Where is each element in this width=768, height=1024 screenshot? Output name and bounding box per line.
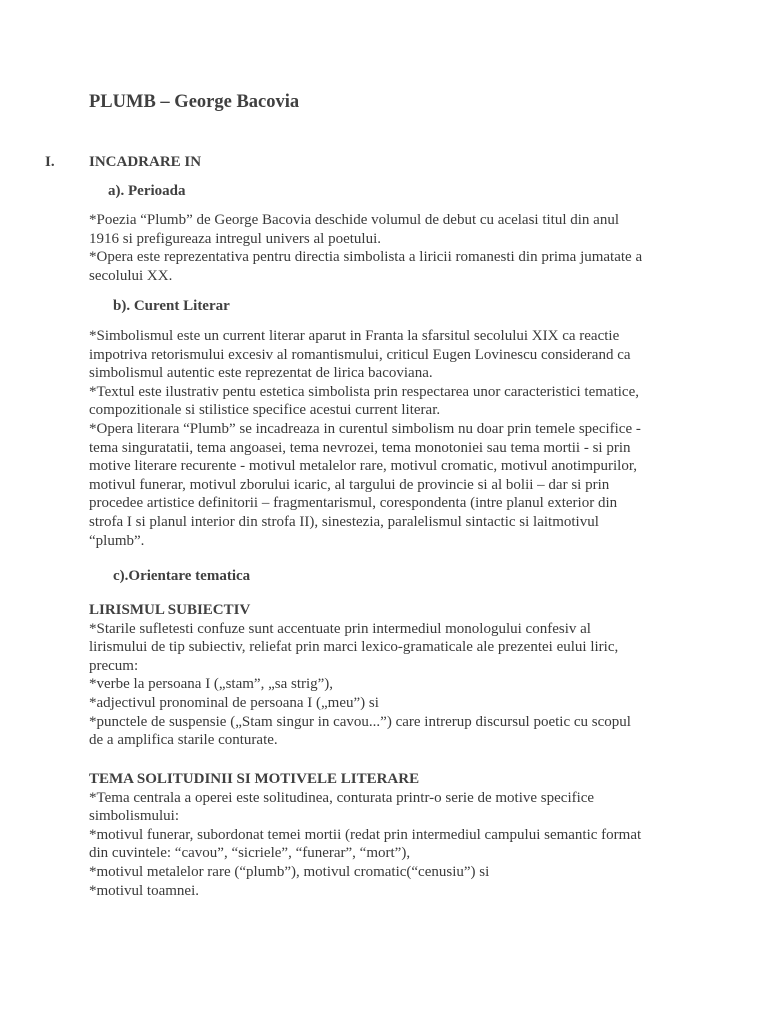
text-line: tema singuratatii, tema angoasei, tema nevrozei, tema monotoniei sau tema mortii - si prin — [89, 439, 631, 456]
text-line: simbolismului: — [89, 808, 180, 825]
text-line: compozitionale si stilistice specifice acestui current literar. — [89, 402, 441, 419]
text-line: din cuvintele: “cavou”, “sicriele”, “funerar”, “mort”), — [89, 845, 411, 862]
paragraph-heading-lirism: LIRISMUL SUBIECTIV — [89, 602, 251, 618]
text-line: 1916 si prefigureaza intregul univers al poetului. — [89, 230, 381, 247]
text-line: procedee artistice definitorii – fragmentarismul, corespondenta (intre planul exterior din — [89, 495, 618, 512]
text-line: *punctele de suspensie („Stam singur in cavou...”) care intrerup discursul poetic cu scopul — [89, 713, 631, 730]
text-line: *Textul este ilustrativ pentu estetica simbolista prin respectarea unor caracteristici tematice, — [89, 383, 639, 400]
text-line: *Poezia “Plumb” de George Bacovia deschide volumul de debut cu acelasi titul din anul — [89, 212, 619, 228]
text-line: motive literare recurente - motivul metalelor rare, motivul cromatic, motivul anotimpurilor, — [89, 458, 637, 475]
text-line: “plumb”. — [89, 532, 145, 549]
text-line: motivul funerar, motivul zborului icaric, al targului de provincie si al bolii – dar si prin — [89, 476, 610, 493]
text-line: precum: — [89, 657, 139, 674]
text-line: *Opera este reprezentativa pentru directia simbolista a liricii romanesti din prima jumatate a — [89, 249, 643, 266]
text-line: strofa I si planul interior din strofa II), sinestezia, paralelismul sintactic si laitmotivul — [89, 513, 599, 530]
text-line: de a amplifica starile conturate. — [89, 732, 278, 749]
text-line: *motivul metalelor rare (“plumb”), motivul cromatic(“cenusiu”) si — [89, 863, 490, 880]
text-line: *Starile sufletesti confuze sunt accentuate prin intermediul monologului confesiv al — [89, 620, 591, 637]
section-title: INCADRARE IN — [89, 154, 202, 170]
section-number: I. — [45, 154, 55, 170]
text-line: *Tema centrala a operei este solitudinea, conturata printr-o serie de motive specifice — [89, 789, 595, 806]
text-line: *motivul toamnei. — [89, 882, 199, 899]
text-line: *motivul funerar, subordonat temei mortii (redat prin intermediul campului semantic format — [89, 826, 642, 843]
text-line: *Opera literara “Plumb” se incadreaza in curentul simbolism nu doar prin temele specifice - — [89, 420, 641, 437]
paragraph-perioada — [89, 211, 689, 285]
subsection-title-perioada: a). Perioada — [108, 183, 186, 199]
paragraph-heading-tema: TEMA SOLITUDINII SI MOTIVELE LITERARE — [89, 771, 420, 787]
paragraph-tema-solitudinii — [89, 770, 689, 900]
subsection-title-curent-literar: b). Curent Literar — [113, 298, 230, 314]
subsection-title-orientare-tematica: c).Orientare tematica — [113, 568, 251, 584]
text-line: *adjectivul pronominal de persoana I („meu”) si — [89, 694, 379, 711]
paragraph-curent-literar — [89, 327, 689, 550]
paragraph-lirism-subiectiv — [89, 601, 689, 750]
document-title: PLUMB – George Bacovia — [89, 92, 300, 112]
text-line: impotriva retorismului excesiv al romantismului, criticul Eugen Lovinescu considerand ca — [89, 346, 631, 363]
text-line: lirismului de tip subiectiv, reliefat prin marci lexico-gramaticale ale prezentei eului liric, — [89, 639, 619, 656]
text-line: *Simbolismul este un current literar aparut in Franta la sfarsitul secolului XIX ca reactie — [89, 328, 620, 344]
text-line: simbolismul autentic este reprezentat de lirica bacoviana. — [89, 365, 433, 382]
text-line: secolului XX. — [89, 267, 173, 284]
text-line: *verbe la persoana I („stam”, „sa strig”), — [89, 676, 334, 693]
